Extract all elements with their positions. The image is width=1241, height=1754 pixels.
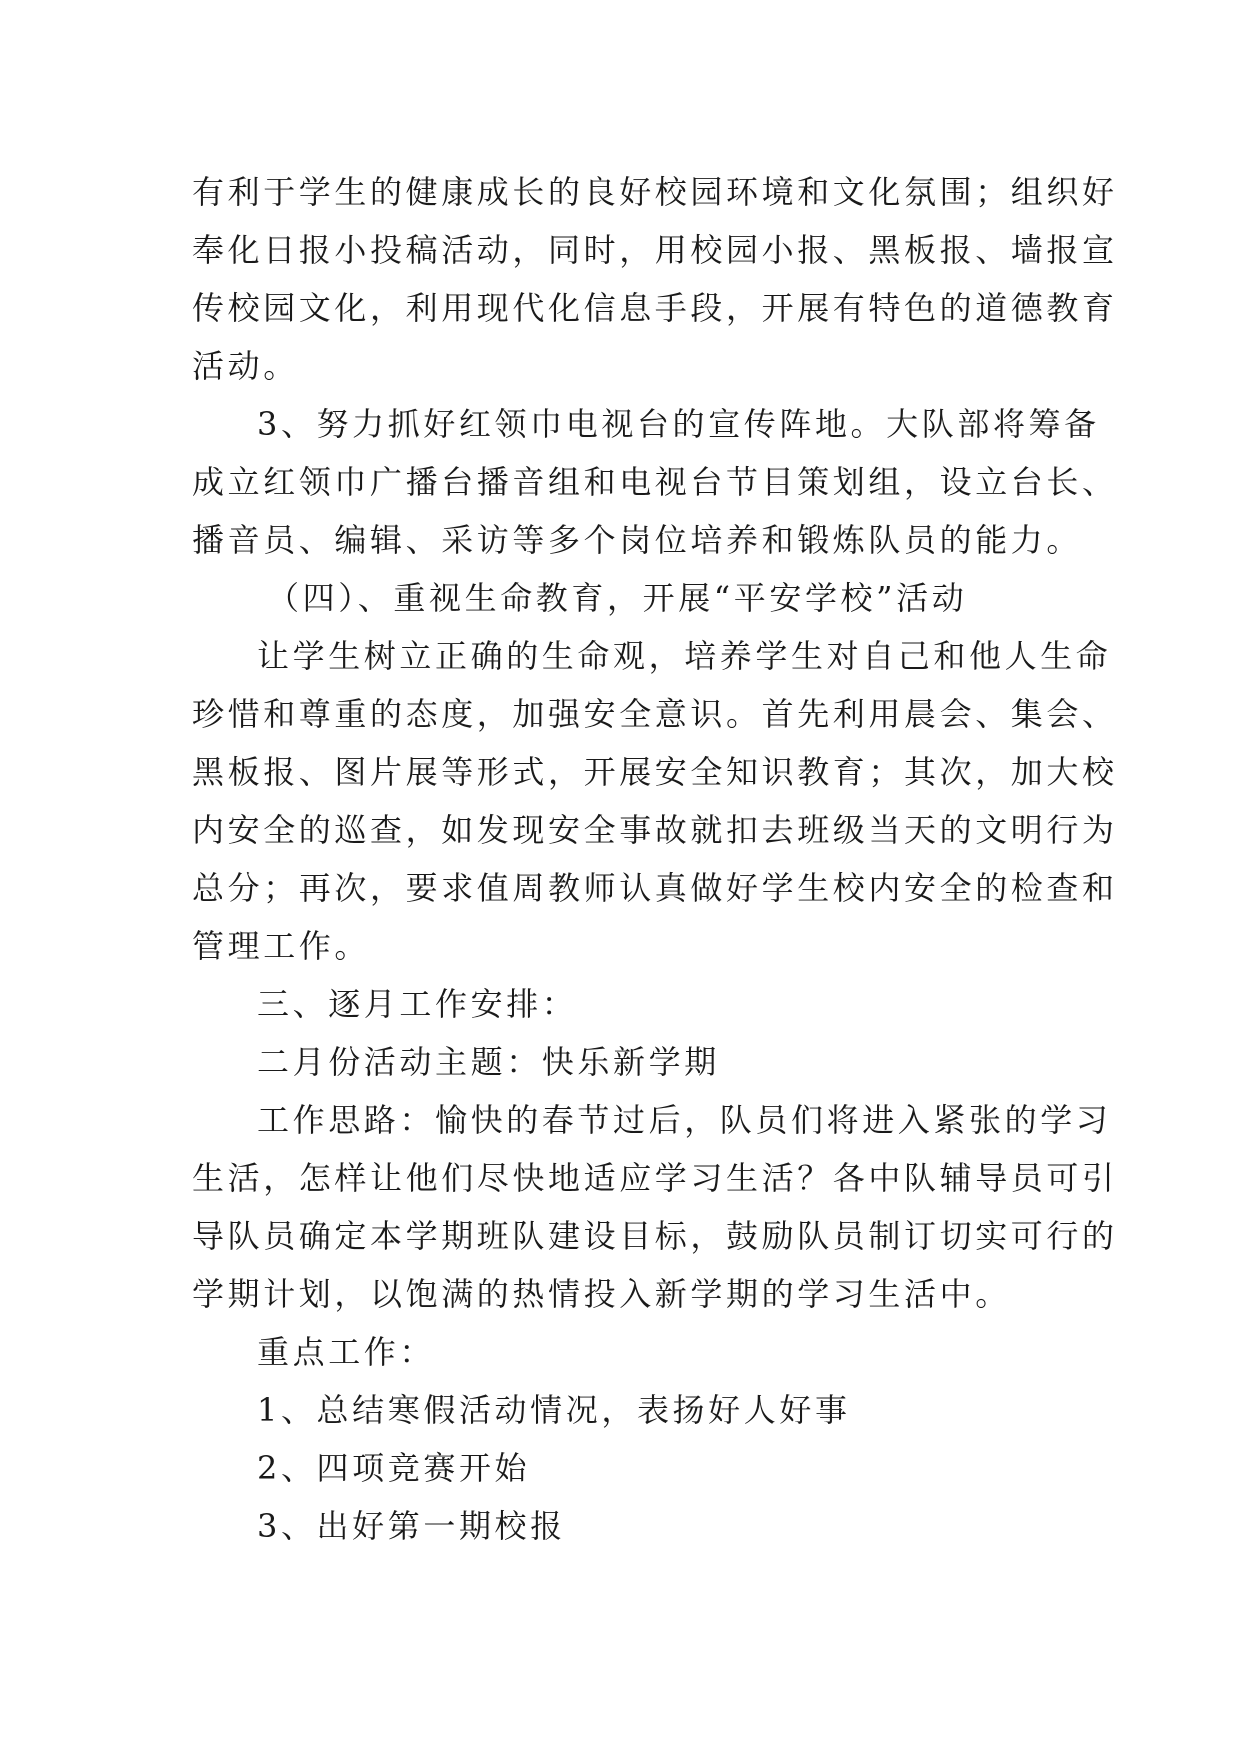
paragraph-line: 珍惜和尊重的态度，加强安全意识。首先利用晨会、集会、 — [192, 695, 1118, 733]
paragraph-line: 奉化日报小投稿活动，同时，用校园小报、黑板报、墙报宣 — [192, 231, 1118, 269]
paragraph-line: 活动。 — [192, 347, 299, 385]
paragraph-line: 传校园文化，利用现代化信息手段，开展有特色的道德教育 — [192, 289, 1118, 327]
paragraph-line: 让学生树立正确的生命观，培养学生对自己和他人生命 — [257, 637, 1112, 675]
paragraph-line: 有利于学生的健康成长的良好校园环境和文化氛围；组织好 — [192, 173, 1118, 211]
list-item: 3、出好第一期校报 — [257, 1507, 566, 1545]
paragraph-line: 成立红领巾广播台播音组和电视台节目策划组，设立台长、 — [192, 463, 1118, 501]
section-heading: （四）、重视生命教育，开展“平安学校”活动 — [267, 579, 968, 617]
paragraph-line: 工作思路：愉快的春节过后，队员们将进入紧张的学习 — [257, 1101, 1112, 1139]
paragraph-line: 内安全的巡查，如发现安全事故就扣去班级当天的文明行为 — [192, 811, 1118, 849]
paragraph-line: 重点工作： — [257, 1333, 436, 1371]
paragraph-line: 导队员确定本学期班队建设目标，鼓励队员制订切实可行的 — [192, 1217, 1118, 1255]
list-item: 1、总结寒假活动情况，表扬好人好事 — [257, 1391, 851, 1429]
paragraph-line: 总分；再次，要求值周教师认真做好学生校内安全的检查和 — [192, 869, 1118, 907]
list-item: 2、四项竞赛开始 — [257, 1449, 531, 1487]
section-heading: 三、逐月工作安排： — [257, 985, 578, 1023]
paragraph-line: 二月份活动主题：快乐新学期 — [257, 1043, 720, 1081]
paragraph-line: 生活，怎样让他们尽快地适应学习生活？各中队辅导员可引 — [192, 1159, 1118, 1197]
paragraph-line: 播音员、编辑、采访等多个岗位培养和锻炼队员的能力。 — [192, 521, 1083, 559]
document-body — [192, 163, 1118, 1555]
paragraph-line: 管理工作。 — [192, 927, 371, 965]
paragraph-line: 学期计划，以饱满的热情投入新学期的学习生活中。 — [192, 1275, 1011, 1313]
paragraph-line: 3、努力抓好红领巾电视台的宣传阵地。大队部将筹备 — [257, 405, 1100, 443]
paragraph-line: 黑板报、图片展等形式，开展安全知识教育；其次，加大校 — [192, 753, 1118, 791]
